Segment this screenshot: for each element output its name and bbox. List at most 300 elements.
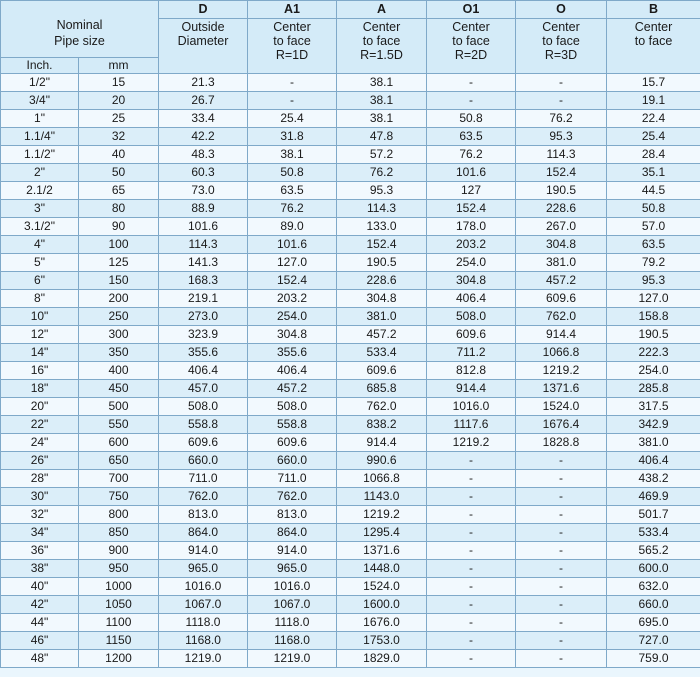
cell-O: 95.3: [516, 128, 607, 146]
cell-O1: 178.0: [427, 218, 516, 236]
table-row: [1, 272, 700, 290]
cell-B: 190.5: [607, 326, 700, 344]
cell-mm: 50: [79, 164, 159, 182]
cell-O1: -: [427, 452, 516, 470]
cell-A1: 457.2: [248, 380, 337, 398]
cell-A: 914.4: [337, 434, 427, 452]
cell-mm: 150: [79, 272, 159, 290]
cell-O: -: [516, 614, 607, 632]
cell-A: 57.2: [337, 146, 427, 164]
cell-A1: 355.6: [248, 344, 337, 362]
cell-mm: 500: [79, 398, 159, 416]
cell-A1: 89.0: [248, 218, 337, 236]
cell-O: -: [516, 452, 607, 470]
cell-O: 381.0: [516, 254, 607, 272]
cell-A: 38.1: [337, 92, 427, 110]
cell-mm: 650: [79, 452, 159, 470]
cell-A: 1829.0: [337, 650, 427, 668]
cell-B: 19.1: [607, 92, 700, 110]
cell-O: 267.0: [516, 218, 607, 236]
cell-B: 285.8: [607, 380, 700, 398]
cell-D: 73.0: [159, 182, 248, 200]
table-row: [1, 614, 700, 632]
cell-O: -: [516, 632, 607, 650]
cell-O1: 152.4: [427, 200, 516, 218]
cell-mm: 80: [79, 200, 159, 218]
cell-D: 609.6: [159, 434, 248, 452]
table-row: [1, 596, 700, 614]
header-row-letters: [1, 1, 700, 19]
cell-B: 759.0: [607, 650, 700, 668]
cell-A1: 63.5: [248, 182, 337, 200]
table-row: [1, 398, 700, 416]
cell-inch: 46": [1, 632, 79, 650]
cell-A: 114.3: [337, 200, 427, 218]
cell-D: 813.0: [159, 506, 248, 524]
table-row: [1, 470, 700, 488]
cell-inch: 26": [1, 452, 79, 470]
cell-D: 323.9: [159, 326, 248, 344]
cell-inch: 36": [1, 542, 79, 560]
col-desc-O: Center to face R=3D: [516, 19, 607, 74]
cell-O: 1676.4: [516, 416, 607, 434]
cell-A: 1295.4: [337, 524, 427, 542]
table-row: [1, 200, 700, 218]
cell-D: 914.0: [159, 542, 248, 560]
cell-O1: -: [427, 74, 516, 92]
cell-mm: 350: [79, 344, 159, 362]
table-row: [1, 362, 700, 380]
cell-A: 1524.0: [337, 578, 427, 596]
cell-D: 21.3: [159, 74, 248, 92]
cell-B: 127.0: [607, 290, 700, 308]
cell-O1: 609.6: [427, 326, 516, 344]
cell-A1: 762.0: [248, 488, 337, 506]
cell-B: 57.0: [607, 218, 700, 236]
table-row: [1, 146, 700, 164]
table-row: [1, 524, 700, 542]
cell-D: 168.3: [159, 272, 248, 290]
cell-inch: 30": [1, 488, 79, 506]
cell-B: 25.4: [607, 128, 700, 146]
col-desc-D: Outside Diameter: [159, 19, 248, 74]
cell-mm: 550: [79, 416, 159, 434]
table-row: [1, 110, 700, 128]
cell-mm: 800: [79, 506, 159, 524]
cell-D: 864.0: [159, 524, 248, 542]
cell-inch: 3/4": [1, 92, 79, 110]
cell-A1: 813.0: [248, 506, 337, 524]
cell-A1: 1118.0: [248, 614, 337, 632]
cell-O: -: [516, 74, 607, 92]
cell-D: 1016.0: [159, 578, 248, 596]
cell-A: 76.2: [337, 164, 427, 182]
table-row: [1, 236, 700, 254]
table-row: [1, 254, 700, 272]
cell-O1: -: [427, 596, 516, 614]
cell-A: 1066.8: [337, 470, 427, 488]
cell-O: -: [516, 92, 607, 110]
cell-A: 990.6: [337, 452, 427, 470]
cell-A1: 1067.0: [248, 596, 337, 614]
cell-mm: 90: [79, 218, 159, 236]
cell-B: 44.5: [607, 182, 700, 200]
cell-B: 95.3: [607, 272, 700, 290]
cell-B: 406.4: [607, 452, 700, 470]
cell-B: 438.2: [607, 470, 700, 488]
cell-D: 762.0: [159, 488, 248, 506]
cell-inch: 4": [1, 236, 79, 254]
cell-B: 632.0: [607, 578, 700, 596]
cell-O: 228.6: [516, 200, 607, 218]
cell-O1: 914.4: [427, 380, 516, 398]
cell-inch: 48": [1, 650, 79, 668]
cell-A1: 152.4: [248, 272, 337, 290]
cell-B: 22.4: [607, 110, 700, 128]
cell-B: 317.5: [607, 398, 700, 416]
cell-D: 1067.0: [159, 596, 248, 614]
cell-B: 727.0: [607, 632, 700, 650]
cell-inch: 1.1/4": [1, 128, 79, 146]
table-body: [1, 74, 700, 668]
cell-O1: -: [427, 578, 516, 596]
cell-O1: 127: [427, 182, 516, 200]
cell-A1: 25.4: [248, 110, 337, 128]
table-row: [1, 74, 700, 92]
cell-D: 660.0: [159, 452, 248, 470]
cell-O1: -: [427, 542, 516, 560]
cell-A1: -: [248, 74, 337, 92]
cell-O: 1828.8: [516, 434, 607, 452]
cell-O1: 711.2: [427, 344, 516, 362]
cell-inch: 5": [1, 254, 79, 272]
cell-B: 533.4: [607, 524, 700, 542]
cell-B: 222.3: [607, 344, 700, 362]
cell-A: 1600.0: [337, 596, 427, 614]
cell-D: 33.4: [159, 110, 248, 128]
cell-D: 114.3: [159, 236, 248, 254]
cell-mm: 125: [79, 254, 159, 272]
cell-O1: -: [427, 92, 516, 110]
cell-A: 38.1: [337, 74, 427, 92]
cell-inch: 18": [1, 380, 79, 398]
cell-D: 48.3: [159, 146, 248, 164]
cell-B: 469.9: [607, 488, 700, 506]
cell-A1: 101.6: [248, 236, 337, 254]
cell-O1: 508.0: [427, 308, 516, 326]
col-header-B: B: [607, 1, 700, 19]
cell-A1: 660.0: [248, 452, 337, 470]
cell-D: 26.7: [159, 92, 248, 110]
table-row: [1, 560, 700, 578]
cell-inch: 10": [1, 308, 79, 326]
cell-D: 273.0: [159, 308, 248, 326]
cell-A1: 1016.0: [248, 578, 337, 596]
cell-O1: 1016.0: [427, 398, 516, 416]
cell-A1: 508.0: [248, 398, 337, 416]
cell-O: -: [516, 596, 607, 614]
cell-mm: 1100: [79, 614, 159, 632]
table-row: [1, 182, 700, 200]
cell-mm: 750: [79, 488, 159, 506]
cell-A: 47.8: [337, 128, 427, 146]
cell-A: 228.6: [337, 272, 427, 290]
table-row: [1, 128, 700, 146]
cell-O1: 203.2: [427, 236, 516, 254]
cell-O: 1219.2: [516, 362, 607, 380]
col-header-O: O: [516, 1, 607, 19]
cell-mm: 300: [79, 326, 159, 344]
cell-B: 660.0: [607, 596, 700, 614]
cell-A1: 609.6: [248, 434, 337, 452]
cell-B: 695.0: [607, 614, 700, 632]
col-header-O1: O1: [427, 1, 516, 19]
table-row: [1, 308, 700, 326]
cell-D: 457.0: [159, 380, 248, 398]
cell-B: 158.8: [607, 308, 700, 326]
cell-O1: -: [427, 560, 516, 578]
cell-O: 190.5: [516, 182, 607, 200]
table-row: [1, 344, 700, 362]
cell-D: 60.3: [159, 164, 248, 182]
cell-O: -: [516, 488, 607, 506]
table-row: [1, 632, 700, 650]
inch-header: Inch.: [1, 58, 79, 74]
cell-mm: 15: [79, 74, 159, 92]
cell-O: -: [516, 524, 607, 542]
cell-O: 114.3: [516, 146, 607, 164]
cell-O1: 63.5: [427, 128, 516, 146]
cell-B: 50.8: [607, 200, 700, 218]
cell-O1: 76.2: [427, 146, 516, 164]
cell-inch: 14": [1, 344, 79, 362]
cell-A: 609.6: [337, 362, 427, 380]
cell-D: 1168.0: [159, 632, 248, 650]
cell-A: 190.5: [337, 254, 427, 272]
cell-A: 152.4: [337, 236, 427, 254]
table-row: [1, 164, 700, 182]
cell-A: 1219.2: [337, 506, 427, 524]
cell-O1: -: [427, 524, 516, 542]
cell-A1: 38.1: [248, 146, 337, 164]
cell-mm: 950: [79, 560, 159, 578]
cell-O1: 254.0: [427, 254, 516, 272]
cell-A1: 864.0: [248, 524, 337, 542]
table-row: [1, 290, 700, 308]
cell-O1: -: [427, 506, 516, 524]
cell-D: 406.4: [159, 362, 248, 380]
col-header-A: A: [337, 1, 427, 19]
cell-A: 1143.0: [337, 488, 427, 506]
cell-inch: 44": [1, 614, 79, 632]
col-desc-A: Center to face R=1.5D: [337, 19, 427, 74]
cell-A1: 127.0: [248, 254, 337, 272]
cell-O1: -: [427, 632, 516, 650]
cell-O: 76.2: [516, 110, 607, 128]
cell-A1: 1168.0: [248, 632, 337, 650]
cell-inch: 6": [1, 272, 79, 290]
cell-D: 508.0: [159, 398, 248, 416]
cell-inch: 8": [1, 290, 79, 308]
cell-inch: 22": [1, 416, 79, 434]
cell-A: 133.0: [337, 218, 427, 236]
cell-mm: 100: [79, 236, 159, 254]
cell-inch: 1": [1, 110, 79, 128]
cell-O1: -: [427, 614, 516, 632]
cell-A: 1753.0: [337, 632, 427, 650]
cell-B: 79.2: [607, 254, 700, 272]
table-row: [1, 416, 700, 434]
cell-inch: 34": [1, 524, 79, 542]
cell-O1: 1117.6: [427, 416, 516, 434]
col-desc-O1: Center to face R=2D: [427, 19, 516, 74]
col-desc-B: Center to face: [607, 19, 700, 74]
cell-inch: 32": [1, 506, 79, 524]
cell-D: 558.8: [159, 416, 248, 434]
cell-mm: 1000: [79, 578, 159, 596]
nominal-pipe-size-header: Nominal Pipe size: [1, 1, 159, 58]
cell-O: -: [516, 578, 607, 596]
cell-A: 381.0: [337, 308, 427, 326]
cell-mm: 1150: [79, 632, 159, 650]
col-desc-A1: Center to face R=1D: [248, 19, 337, 74]
cell-O: 1066.8: [516, 344, 607, 362]
cell-inch: 40": [1, 578, 79, 596]
cell-O1: 406.4: [427, 290, 516, 308]
cell-D: 101.6: [159, 218, 248, 236]
cell-O1: -: [427, 488, 516, 506]
cell-inch: 3": [1, 200, 79, 218]
cell-A1: 304.8: [248, 326, 337, 344]
cell-A: 838.2: [337, 416, 427, 434]
cell-O: -: [516, 470, 607, 488]
col-header-A1: A1: [248, 1, 337, 19]
table-row: [1, 578, 700, 596]
cell-inch: 2.1/2: [1, 182, 79, 200]
cell-O: -: [516, 560, 607, 578]
cell-D: 141.3: [159, 254, 248, 272]
cell-mm: 1200: [79, 650, 159, 668]
cell-inch: 3.1/2": [1, 218, 79, 236]
cell-inch: 12": [1, 326, 79, 344]
cell-B: 63.5: [607, 236, 700, 254]
cell-A1: 406.4: [248, 362, 337, 380]
cell-A: 457.2: [337, 326, 427, 344]
cell-B: 28.4: [607, 146, 700, 164]
cell-A: 1448.0: [337, 560, 427, 578]
cell-D: 711.0: [159, 470, 248, 488]
cell-O: 1524.0: [516, 398, 607, 416]
cell-mm: 65: [79, 182, 159, 200]
cell-D: 1219.0: [159, 650, 248, 668]
cell-O: 609.6: [516, 290, 607, 308]
cell-mm: 250: [79, 308, 159, 326]
cell-inch: 1/2": [1, 74, 79, 92]
table-row: [1, 434, 700, 452]
cell-D: 219.1: [159, 290, 248, 308]
cell-A1: 558.8: [248, 416, 337, 434]
cell-B: 35.1: [607, 164, 700, 182]
cell-A: 685.8: [337, 380, 427, 398]
cell-O1: 812.8: [427, 362, 516, 380]
cell-A1: 50.8: [248, 164, 337, 182]
cell-mm: 25: [79, 110, 159, 128]
cell-B: 381.0: [607, 434, 700, 452]
cell-O1: 101.6: [427, 164, 516, 182]
cell-B: 342.9: [607, 416, 700, 434]
table-row: [1, 326, 700, 344]
cell-O: 152.4: [516, 164, 607, 182]
cell-A: 95.3: [337, 182, 427, 200]
cell-inch: 42": [1, 596, 79, 614]
cell-A: 38.1: [337, 110, 427, 128]
cell-O1: 50.8: [427, 110, 516, 128]
table-row: [1, 542, 700, 560]
cell-O: -: [516, 506, 607, 524]
cell-A1: 1219.0: [248, 650, 337, 668]
cell-A1: 31.8: [248, 128, 337, 146]
col-header-D: D: [159, 1, 248, 19]
cell-A: 1371.6: [337, 542, 427, 560]
cell-inch: 28": [1, 470, 79, 488]
cell-mm: 20: [79, 92, 159, 110]
cell-O: 762.0: [516, 308, 607, 326]
cell-D: 1118.0: [159, 614, 248, 632]
cell-inch: 20": [1, 398, 79, 416]
cell-D: 42.2: [159, 128, 248, 146]
cell-A1: 203.2: [248, 290, 337, 308]
table-row: [1, 380, 700, 398]
cell-A1: -: [248, 92, 337, 110]
cell-B: 600.0: [607, 560, 700, 578]
cell-mm: 1050: [79, 596, 159, 614]
cell-A: 533.4: [337, 344, 427, 362]
cell-O: 914.4: [516, 326, 607, 344]
mm-header: mm: [79, 58, 159, 74]
cell-A: 304.8: [337, 290, 427, 308]
cell-A1: 76.2: [248, 200, 337, 218]
cell-A1: 711.0: [248, 470, 337, 488]
table-row: [1, 506, 700, 524]
cell-D: 355.6: [159, 344, 248, 362]
cell-mm: 200: [79, 290, 159, 308]
cell-O: 304.8: [516, 236, 607, 254]
cell-A1: 914.0: [248, 542, 337, 560]
cell-A1: 254.0: [248, 308, 337, 326]
table-row: [1, 452, 700, 470]
cell-inch: 2": [1, 164, 79, 182]
cell-inch: 38": [1, 560, 79, 578]
cell-O1: 1219.2: [427, 434, 516, 452]
cell-inch: 16": [1, 362, 79, 380]
cell-inch: 1.1/2": [1, 146, 79, 164]
cell-mm: 850: [79, 524, 159, 542]
cell-A: 1676.0: [337, 614, 427, 632]
table-row: [1, 650, 700, 668]
table-row: [1, 218, 700, 236]
cell-O: -: [516, 650, 607, 668]
table-row: [1, 92, 700, 110]
cell-mm: 450: [79, 380, 159, 398]
cell-B: 501.7: [607, 506, 700, 524]
cell-mm: 900: [79, 542, 159, 560]
cell-mm: 32: [79, 128, 159, 146]
cell-D: 88.9: [159, 200, 248, 218]
cell-mm: 600: [79, 434, 159, 452]
cell-O1: 304.8: [427, 272, 516, 290]
cell-O: -: [516, 542, 607, 560]
cell-O: 1371.6: [516, 380, 607, 398]
